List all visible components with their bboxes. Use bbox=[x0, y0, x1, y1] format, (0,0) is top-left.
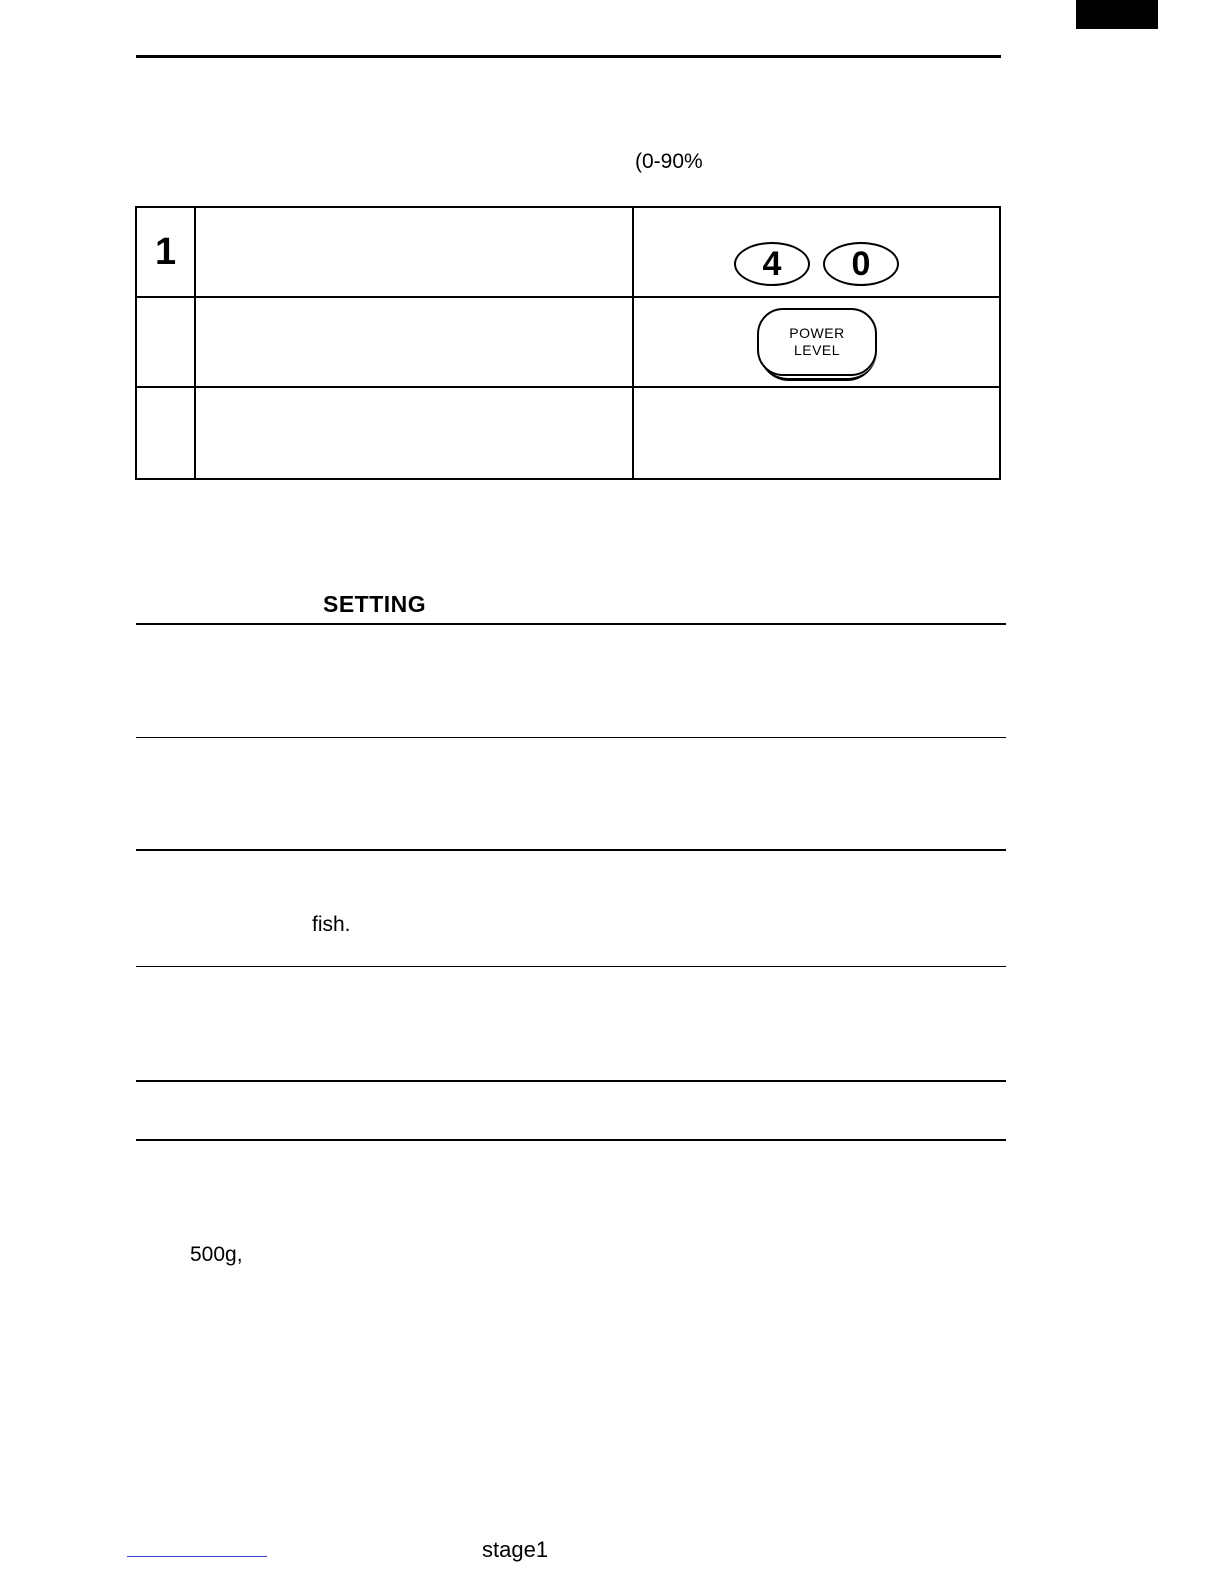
table-row-divider-2 bbox=[135, 386, 1001, 388]
top-rule bbox=[136, 55, 1001, 58]
number-key-0[interactable]: 0 bbox=[823, 242, 899, 286]
number-key-4[interactable]: 4 bbox=[734, 242, 810, 286]
step-table bbox=[135, 206, 1001, 480]
fish-text: fish. bbox=[312, 913, 351, 936]
step-number-1: 1 bbox=[155, 231, 177, 273]
weight-text: 500g, bbox=[190, 1243, 243, 1266]
setting-table-rule-5 bbox=[136, 1080, 1006, 1082]
setting-table-rule-3 bbox=[136, 849, 1006, 851]
setting-table-rule-1 bbox=[136, 623, 1006, 625]
setting-table-rule-4 bbox=[136, 966, 1006, 967]
table-divider-number bbox=[194, 206, 196, 480]
table-border-left bbox=[135, 206, 137, 480]
table-row-divider-1 bbox=[135, 296, 1001, 298]
setting-heading: SETTING bbox=[323, 591, 427, 617]
power-level-button[interactable] bbox=[757, 308, 877, 376]
table-border-bottom bbox=[135, 478, 1001, 480]
footer-link-underline[interactable] bbox=[127, 1556, 267, 1557]
setting-table-rule-2 bbox=[136, 737, 1006, 738]
power-range-text: (0-90% bbox=[635, 150, 703, 173]
section-tab-marker bbox=[1076, 0, 1158, 29]
setting-table-rule-6 bbox=[136, 1139, 1006, 1141]
power-level-button-line1: POWER bbox=[789, 325, 845, 341]
table-border-top bbox=[135, 206, 1001, 208]
footer-text: stage1 bbox=[482, 1537, 549, 1562]
power-level-button-line2: LEVEL bbox=[793, 342, 841, 358]
table-border-right bbox=[999, 206, 1001, 480]
table-divider-keys bbox=[632, 206, 634, 480]
